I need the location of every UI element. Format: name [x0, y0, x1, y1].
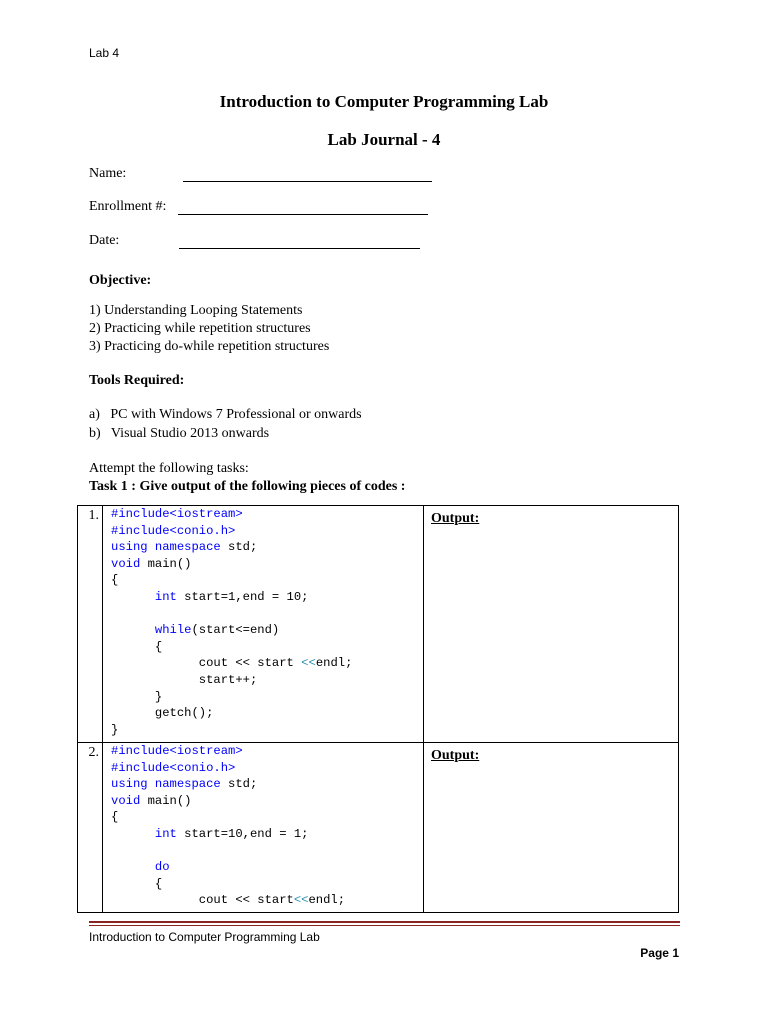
tools-item: b) Visual Studio 2013 onwards — [89, 426, 270, 441]
page-number: Page 1 — [640, 946, 679, 960]
code-block: #include<iostream> #include<conio.h> using namespace std; void main() { int start=1,end = 10; while(start<=end) { cout << start <<endl; start++; } getch(); } — [111, 507, 353, 737]
enrollment-blank — [178, 214, 428, 215]
objective-heading: Objective: — [89, 273, 152, 288]
footer-course: Introduction to Computer Programming Lab — [89, 930, 320, 944]
footer-rule — [89, 921, 680, 923]
code-block: #include<iostream> #include<conio.h> using namespace std; void main() { int start=10,end = 1; do { cout << start<<endl; — [111, 744, 346, 908]
output-cell[interactable] — [424, 506, 679, 743]
task-number: 1. — [78, 506, 103, 743]
intro-text: Attempt the following tasks: — [89, 461, 249, 476]
date-blank — [179, 248, 420, 249]
date-label: Date: — [89, 233, 120, 248]
enrollment-label: Enrollment #: — [89, 199, 167, 214]
code-cell — [103, 506, 424, 743]
header-lab-label: Lab 4 — [89, 46, 120, 60]
objective-item: 3) Practicing do-while repetition structures — [89, 339, 330, 354]
task1-heading: Task 1 : Give output of the following pieces of codes : — [89, 479, 406, 494]
code-cell — [103, 743, 424, 913]
course-title: Introduction to Computer Programming Lab — [219, 92, 549, 111]
output-label: Output: — [431, 748, 480, 763]
task-row — [78, 506, 679, 743]
objective-item: 2) Practicing while repetition structures — [89, 321, 311, 336]
footer-rule-thin — [89, 925, 680, 926]
task-table — [77, 505, 679, 913]
tools-item: a) PC with Windows 7 Professional or onwards — [89, 407, 362, 422]
output-label: Output: — [431, 511, 480, 526]
journal-title: Lab Journal - 4 — [327, 130, 441, 149]
objective-item: 1) Understanding Looping Statements — [89, 303, 303, 318]
name-blank — [183, 181, 432, 182]
output-cell[interactable] — [424, 743, 679, 913]
task-row — [78, 743, 679, 913]
name-label: Name: — [89, 166, 127, 181]
tools-heading: Tools Required: — [89, 373, 185, 388]
task-number: 2. — [78, 743, 103, 913]
